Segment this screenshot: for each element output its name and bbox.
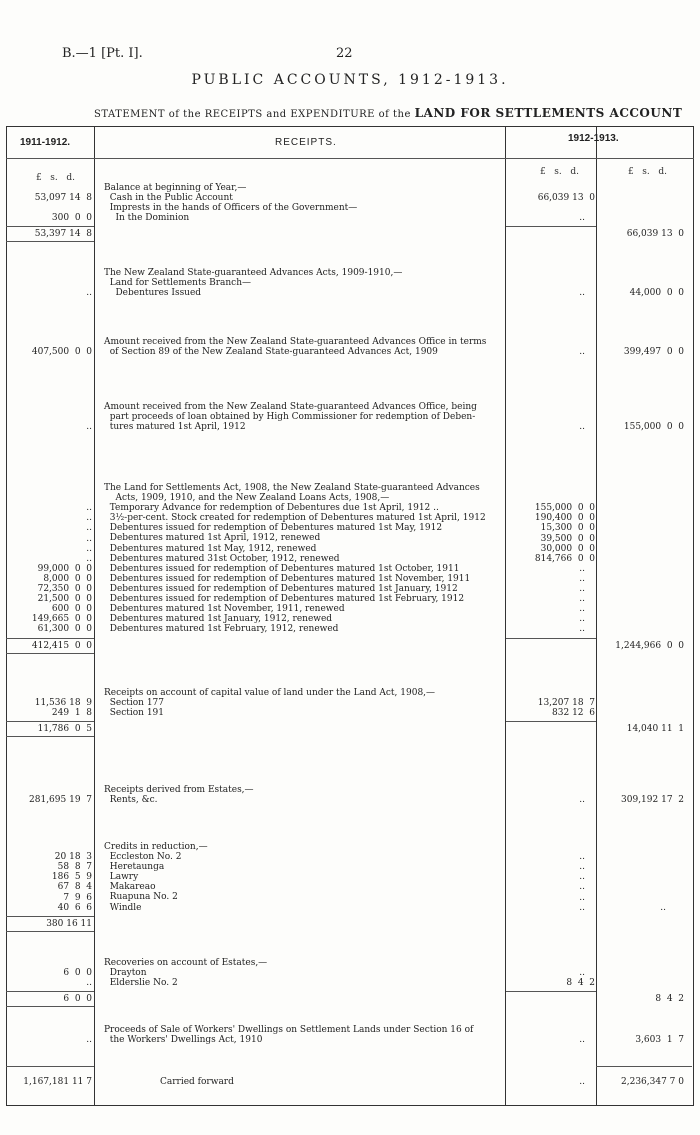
current-year-subvalue: .. — [579, 892, 585, 903]
header-rule — [6, 158, 694, 159]
prev-year-section-total: 412,415 0 0 — [31, 640, 92, 651]
current-year-subvalue: 30,000 0 0 — [540, 543, 595, 554]
section-rule — [506, 991, 596, 992]
prev-year-value: .. — [86, 553, 92, 564]
current-year-section-total: 14,040 11 1 — [626, 724, 684, 735]
section-description — [104, 1025, 473, 1045]
description-line: Cash in the Public Account — [104, 193, 233, 204]
current-year-subvalue: 13,207 18 7 — [537, 698, 595, 709]
section-rule — [6, 736, 94, 737]
column-divider — [94, 126, 95, 1106]
description-line: Ruapuna No. 2 — [104, 892, 178, 903]
description-line: Section 177 — [104, 698, 165, 709]
section-rule — [6, 1006, 94, 1007]
col-header-receipts: RECEIPTS. — [275, 137, 337, 148]
description-line: Debentures issued for redemption of Debentures matured 1st November, 1911 — [104, 573, 471, 584]
description-line: Heretaunga — [104, 862, 165, 873]
description-line: Amount received from the New Zealand State-guaranteed Advances Office, being — [104, 402, 477, 412]
description-line: Debentures matured 1st April, 1912, renewed — [104, 533, 321, 544]
current-year-section-total: .. — [660, 902, 666, 913]
prev-year-value: .. — [86, 533, 92, 544]
prev-year-value: 61,300 0 0 — [37, 624, 92, 635]
subtitle-prefix: STATEMENT of the RECEIPTS and EXPENDITURE of the — [94, 109, 411, 120]
description-line: Receipts on account of capital value of land under the Land Act, 1908,— — [104, 688, 436, 698]
section-description — [104, 402, 477, 432]
description-line: Credits in reduction,— — [104, 842, 208, 852]
document-reference: B.—1 [Pt. I]. — [62, 46, 143, 61]
current-year-section-total: 155,000 0 0 — [623, 422, 684, 433]
prev-year-value: 8,000 0 0 — [43, 573, 92, 584]
prev-year-value: 99,000 0 0 — [37, 563, 92, 574]
current-year-subvalue: .. — [579, 872, 585, 883]
current-year-section-total: 8 4 2 — [655, 994, 684, 1005]
current-year-subvalue: .. — [579, 968, 585, 979]
prev-year-value: 40 6 6 — [57, 902, 92, 913]
current-year-subvalue: .. — [579, 288, 585, 299]
col-header-curr-year: 1912-1913. — [568, 133, 619, 144]
description-line: Debentures issued for redemption of Debentures matured 1st January, 1912 — [104, 583, 458, 594]
section-rule — [506, 226, 596, 227]
section-description — [104, 688, 435, 718]
description-line: Windle — [104, 902, 142, 913]
description-line: Makareao — [104, 882, 156, 893]
section-description — [104, 785, 254, 805]
prev-year-value: 186 5 9 — [51, 872, 92, 883]
prev-year-value: 249 1 8 — [51, 708, 92, 719]
prev-year-value: 281,695 19 7 — [29, 795, 92, 806]
description-line: Acts, 1909, 1910, and the New Zealand Loans Acts, 1908,— — [104, 493, 390, 504]
current-year-subvalue: .. — [579, 422, 585, 433]
footer-label: Carried forward — [160, 1077, 234, 1087]
prev-year-value: 7 9 6 — [63, 892, 92, 903]
prev-year-value: .. — [86, 1035, 92, 1046]
prev-year-section-total: 6 0 0 — [63, 994, 92, 1005]
current-year-subvalue: 814,766 0 0 — [534, 553, 595, 564]
description-line: Debentures matured 1st January, 1912, renewed — [104, 614, 333, 625]
prev-year-value: 300 0 0 — [51, 213, 92, 224]
prev-year-value: .. — [86, 288, 92, 299]
section-rule — [6, 916, 94, 917]
prev-year-value: .. — [86, 513, 92, 524]
page-title: PUBLIC ACCOUNTS, 1912-1913. — [191, 72, 509, 88]
current-year-subvalue: 8 4 2 — [566, 978, 595, 989]
prev-year-value: 21,500 0 0 — [37, 594, 92, 605]
column-divider — [596, 126, 597, 1106]
section-rule — [6, 991, 94, 992]
section-rule — [6, 226, 94, 227]
prev-year-value: .. — [86, 503, 92, 514]
description-line: Debentures matured 1st February, 1912, renewed — [104, 624, 339, 635]
prev-year-value: .. — [86, 422, 92, 433]
section-description — [104, 483, 486, 634]
prev-year-value: .. — [86, 978, 92, 989]
prev-year-value: 11,536 18 9 — [34, 698, 92, 709]
description-line: Eccleston No. 2 — [104, 852, 182, 863]
section-description — [104, 958, 267, 988]
description-line: Debentures matured 1st November, 1911, renewed — [104, 604, 345, 615]
current-year-subvalue: .. — [579, 624, 585, 635]
prev-year-value: 72,350 0 0 — [37, 584, 92, 594]
section-rule — [506, 721, 596, 722]
footer-rule — [6, 1066, 94, 1067]
description-line: Debentures matured 31st October, 1912, renewed — [104, 553, 340, 564]
description-line: Imprests in the hands of Officers of the Government— — [104, 203, 358, 214]
unit-total: £ s. d. — [628, 167, 667, 177]
description-line: Debentures Issued — [104, 288, 202, 299]
unit-sub: £ s. d. — [540, 167, 579, 177]
current-year-subvalue: .. — [579, 213, 585, 224]
prev-year-value: 67 8 4 — [57, 882, 92, 893]
current-year-subvalue: .. — [579, 852, 585, 863]
description-line: Debentures issued for redemption of Debentures matured 1st October, 1911 — [104, 563, 460, 574]
prev-year-value: 58 8 7 — [57, 862, 92, 873]
current-year-subvalue: .. — [579, 584, 585, 594]
section-rule — [6, 638, 94, 639]
prev-year-value: 20 18 3 — [54, 852, 92, 863]
current-year-subvalue: .. — [579, 882, 585, 893]
current-year-subvalue: .. — [579, 347, 585, 358]
description-line: the Workers' Dwellings Act, 1910 — [104, 1035, 263, 1046]
prev-year-value: 53,097 14 8 — [34, 193, 92, 204]
description-line: of Section 89 of the New Zealand State-guaranteed Advances Act, 1909 — [104, 347, 438, 358]
current-year-subvalue: .. — [579, 862, 585, 873]
description-line: Temporary Advance for redemption of Debentures due 1st April, 1912 .. — [104, 503, 439, 514]
prev-year-section-total: 53,397 14 8 — [34, 229, 92, 240]
current-year-subvalue: .. — [579, 604, 585, 615]
prev-year-value: .. — [86, 543, 92, 554]
current-year-section-total: 3,603 1 7 — [635, 1035, 684, 1046]
footer-rule — [596, 1066, 692, 1067]
current-year-subvalue: 832 12 6 — [552, 708, 595, 719]
section-rule — [6, 721, 94, 722]
statement-subtitle — [94, 106, 682, 120]
section-rule — [506, 638, 596, 639]
description-line: Debentures matured 1st May, 1912, renewed — [104, 543, 317, 554]
description-line: Recoveries on account of Estates,— — [104, 958, 268, 968]
description-line: Elderslie No. 2 — [104, 978, 178, 989]
description-line: 3½-per-cent. Stock created for redemption of Debentures matured 1st April, 1912 — [104, 513, 486, 524]
prev-year-value: .. — [86, 523, 92, 534]
description-line: Rents, &c. — [104, 795, 158, 806]
section-description — [104, 268, 402, 298]
description-line: Proceeds of Sale of Workers' Dwellings on Settlement Lands under Section 16 of — [104, 1025, 474, 1035]
current-year-subvalue: 66,039 13 0 — [537, 193, 595, 204]
section-description — [104, 183, 357, 223]
unit-prev: £ s. d. — [36, 173, 75, 183]
description-line: Drayton — [104, 968, 147, 979]
description-line: Receipts derived from Estates,— — [104, 785, 254, 795]
section-rule — [6, 653, 94, 654]
description-line: Balance at beginning of Year,— — [104, 183, 247, 193]
current-year-section-total: 399,497 0 0 — [623, 347, 684, 358]
current-year-section-total: 1,244,966 0 0 — [615, 640, 684, 651]
prev-year-section-total: 11,786 0 5 — [37, 724, 92, 735]
footer-total: 2,236,347 7 0 — [621, 1077, 684, 1087]
current-year-section-total: 309,192 17 2 — [621, 795, 684, 806]
section-rule — [6, 931, 94, 932]
current-year-subvalue: .. — [579, 902, 585, 913]
current-year-subvalue: 39,500 0 0 — [540, 533, 595, 544]
prev-year-section-total: 380 16 11 — [46, 918, 92, 929]
description-line: Debentures issued for redemption of Debentures matured 1st February, 1912 — [104, 594, 465, 605]
description-line: In the Dominion — [104, 213, 190, 224]
current-year-subvalue: .. — [579, 573, 585, 584]
description-line: Land for Settlements Branch— — [104, 278, 251, 289]
current-year-subvalue: .. — [579, 563, 585, 574]
footer-prev-total: 1,167,181 11 7 — [23, 1077, 92, 1087]
subtitle-account-name: LAND FOR SETTLEMENTS ACCOUNT — [414, 106, 683, 120]
description-line: Lawry — [104, 872, 139, 883]
description-line: tures matured 1st April, 1912 — [104, 422, 246, 433]
current-year-section-total: 66,039 13 0 — [626, 229, 684, 240]
footer-sub: .. — [579, 1077, 585, 1087]
description-line: Section 191 — [104, 708, 165, 719]
current-year-subvalue: .. — [579, 594, 585, 605]
section-description — [104, 842, 208, 913]
current-year-subvalue: 155,000 0 0 — [534, 503, 595, 514]
description-line: The Land for Settlements Act, 1908, the New Zealand State-guaranteed Advances — [104, 483, 480, 493]
current-year-subvalue: .. — [579, 1035, 585, 1046]
col-header-prev-year: 1911-1912. — [20, 137, 71, 148]
prev-year-value: 6 0 0 — [63, 968, 92, 979]
prev-year-value: 600 0 0 — [51, 604, 92, 615]
section-rule — [6, 241, 94, 242]
description-line: Debentures issued for redemption of Debentures matured 1st May, 1912 — [104, 523, 443, 534]
current-year-subvalue: .. — [579, 795, 585, 806]
prev-year-value: 407,500 0 0 — [31, 347, 92, 358]
current-year-section-total: 44,000 0 0 — [629, 288, 684, 299]
current-year-subvalue: 15,300 0 0 — [540, 523, 595, 534]
description-line: The New Zealand State-guaranteed Advances Acts, 1909-1910,— — [104, 268, 403, 278]
current-year-subvalue: 190,400 0 0 — [534, 513, 595, 524]
prev-year-value: 149,665 0 0 — [31, 614, 92, 625]
current-year-subvalue: .. — [579, 614, 585, 625]
section-description — [104, 337, 486, 357]
description-line: part proceeds of loan obtained by High Commissioner for redemption of Deben- — [104, 412, 476, 423]
description-line: Amount received from the New Zealand State-guaranteed Advances Office in terms — [104, 337, 487, 347]
page-number: 22 — [336, 46, 353, 61]
